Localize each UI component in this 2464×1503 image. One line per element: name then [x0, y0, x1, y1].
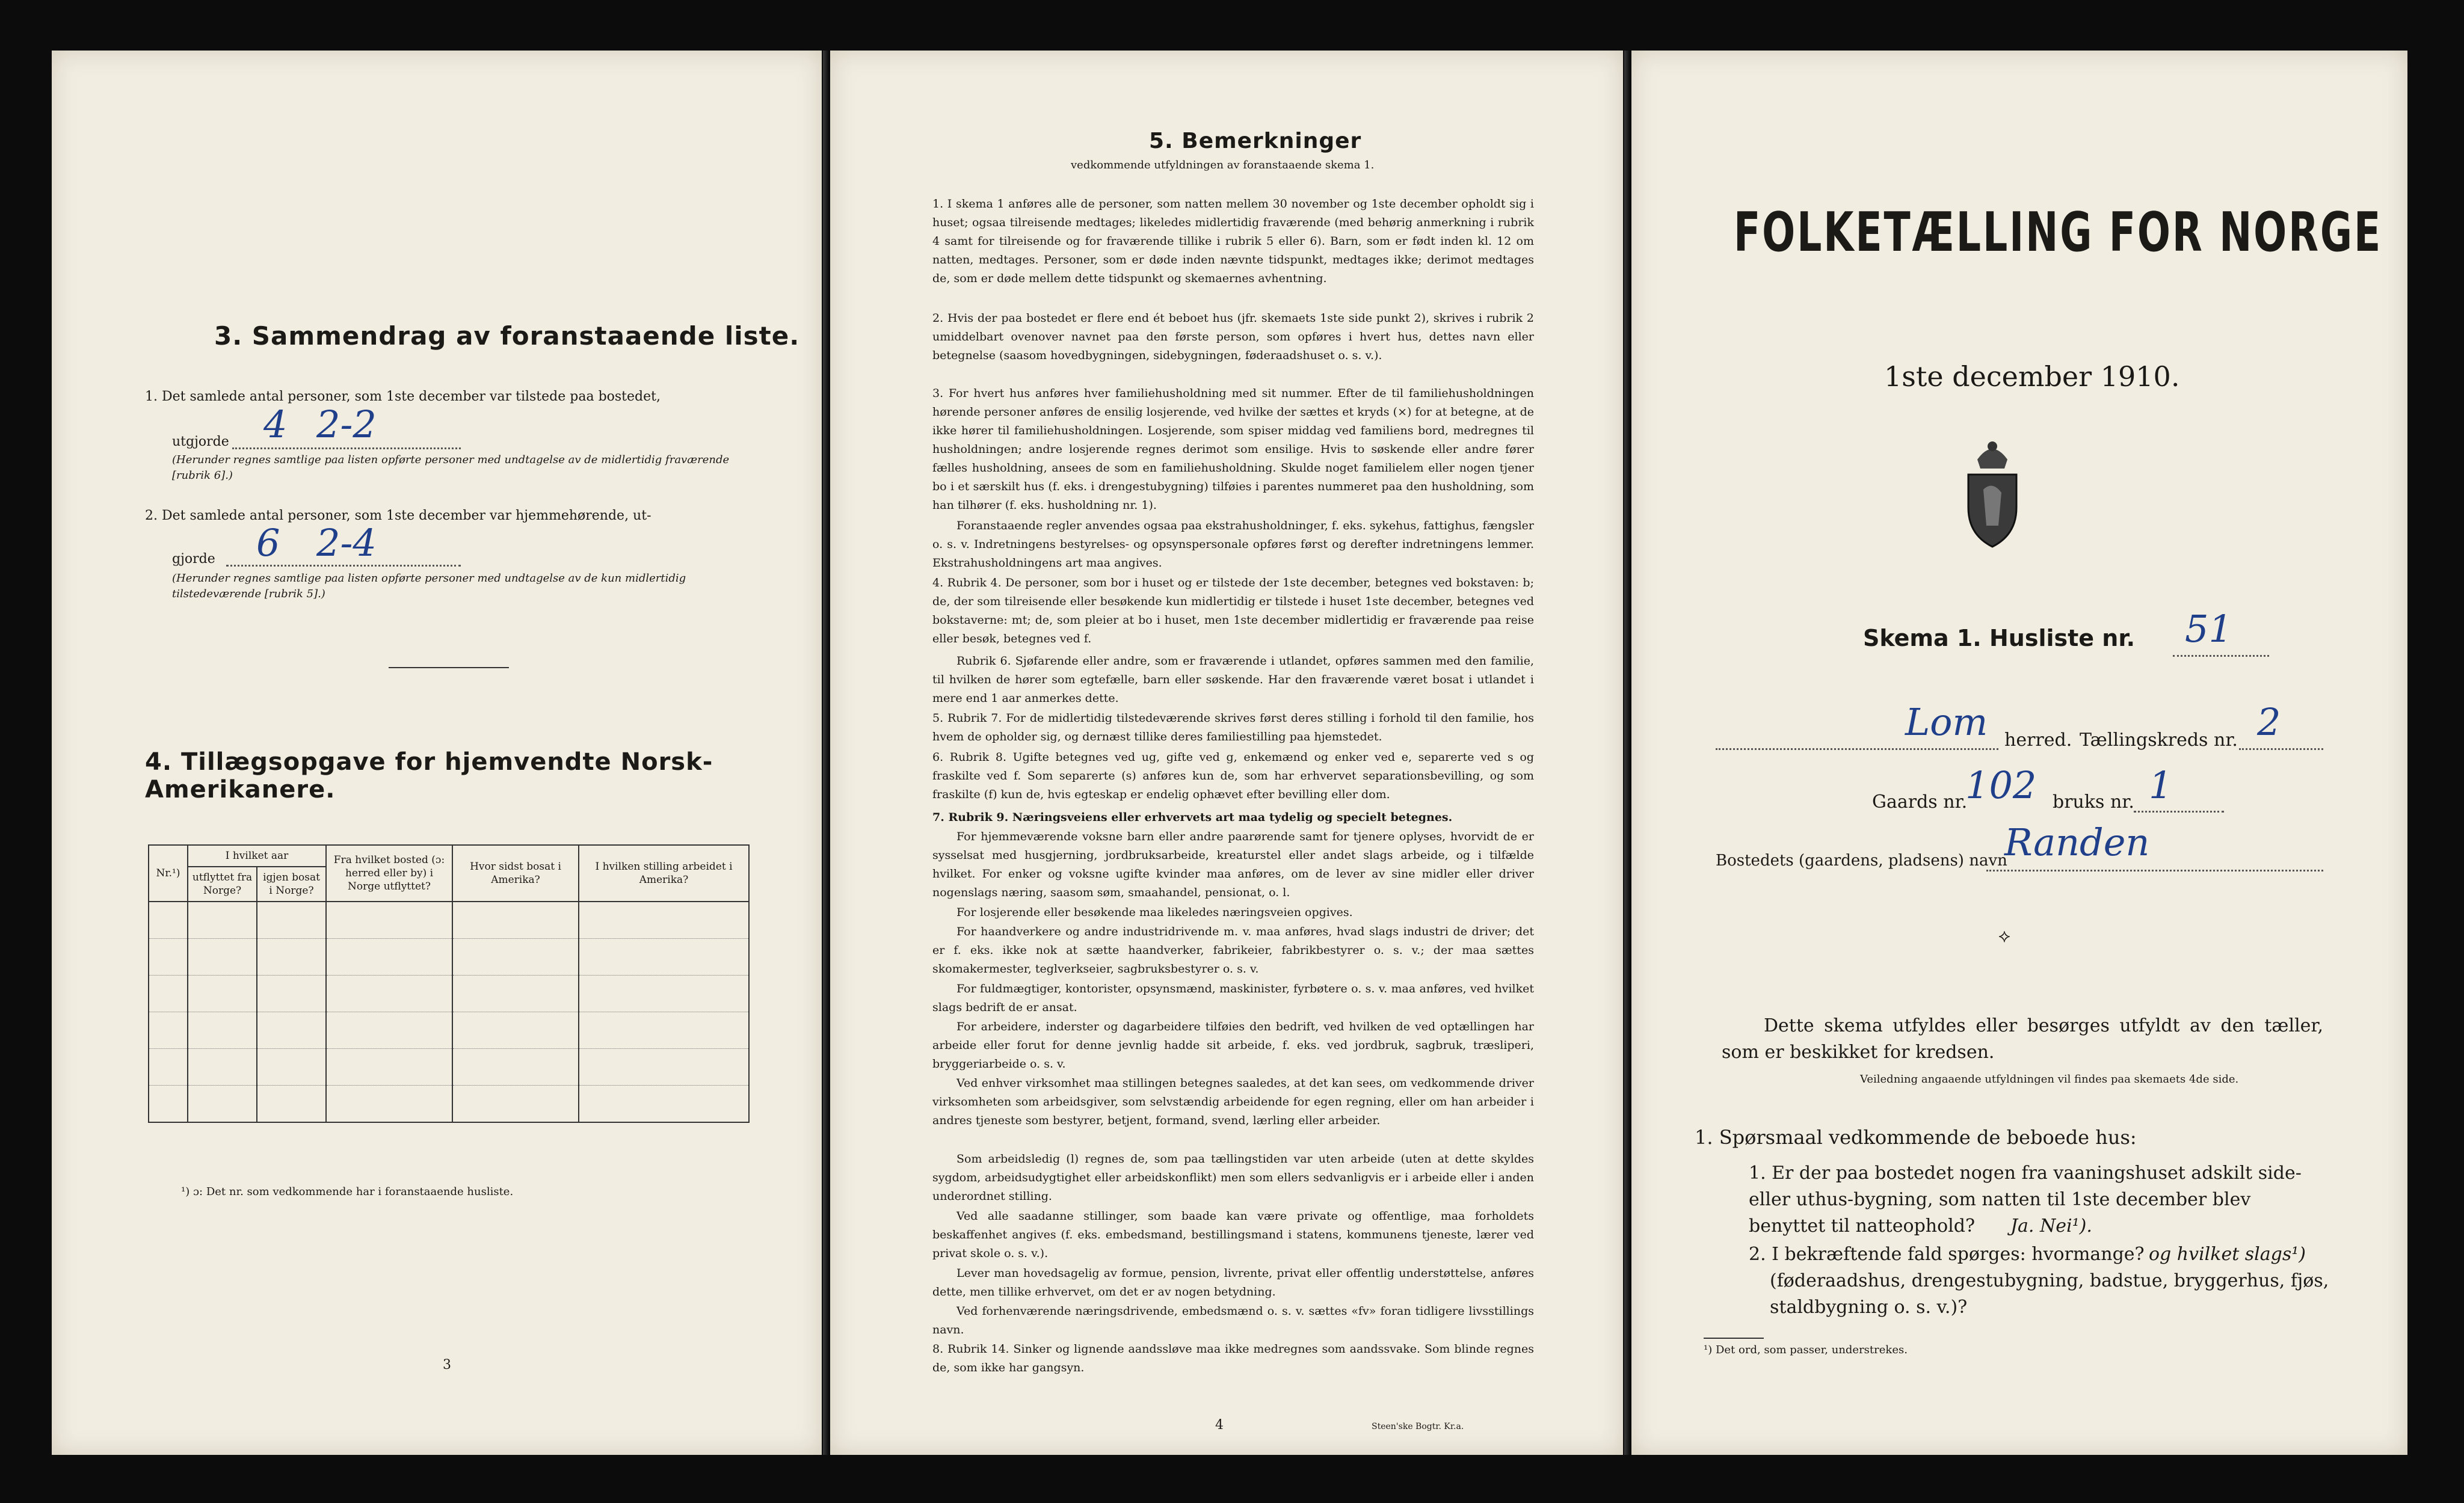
table-row — [149, 1049, 749, 1086]
herred-dotline — [1716, 748, 1998, 750]
remarks-heading: 5. Bemerkninger — [1149, 129, 1362, 153]
remark-7e: For arbeidere, inderster og dagarbeidere tilføies den bedrift, ved hvilken de ved optællingen har arbeide eller forut for denne jevnlig hadde sit arbeide, f. eks. ved jordbruk, sagbruk, træsliperi, bryggeriarbeide o. s. v. — [932, 1020, 1534, 1071]
item1-note: (Herunder regnes samtlige paa listen opførte personer med undtagelse av de midlertidig fraværende [rubrik 6].) — [172, 453, 730, 482]
page-right — [1631, 51, 2407, 1455]
husliste-nr-handwritten: 51 — [2185, 607, 2232, 651]
printer-credit: Steen'ske Bogtr. Kr.a. — [1372, 1422, 1464, 1431]
remark-2: 2. Hvis der paa bostedet er flere end ét beboet hus (jfr. skemaets 1ste side punkt 2), skrives i rubrik 2 umiddelbart ovenover navnet paa den første person, som opføres i hvert hus, dettes navn eller betegnelse (saasom hovedbygningen, sidebygningen, føderaadshuset o. s. v.). — [932, 312, 1534, 362]
remark-6: 6. Rubrik 8. Ugifte betegnes ved ug, gifte ved g, enkemænd og enker ved e, separerte ved s og fraskilte ved f. Som separerte (s) anføres kun de, som har erhvervet separationsbevilling, og som fraskilte (f) kun de, hvis egteskap er endelig ophævet efter bevilling eller dom. — [932, 751, 1534, 801]
fold-right — [1624, 51, 1630, 1455]
herred-handwritten: Lom — [1905, 700, 1988, 744]
question-2a: 2. I bekræftende fald spørges: hvormange? — [1749, 1244, 2145, 1265]
item2-dotline — [226, 565, 461, 567]
item2-note: (Herunder regnes samtlige paa listen opførte personer med undtagelse av de kun midlertidig tilstedeværende [rubrik 5].) — [172, 572, 686, 600]
husliste-dotline — [2173, 655, 2269, 657]
col-nr: Nr.¹) — [149, 845, 188, 902]
coat-of-arms-icon — [1959, 435, 2025, 550]
item1-prefix: utgjorde — [172, 434, 229, 449]
question-2c: (føderaadshus, drengestubygning, badstue, bryggerhus, fjøs, staldbygning o. s. v.)? — [1770, 1270, 2329, 1318]
remark-3: 3. For hvert hus anføres hver familiehusholdning med sit nummer. Efter de til familiehusholdningen hørende personer anføres de ensilig losjerende, ved hvilke der sættes et kryds (×) for at betegne, at de ikke hører til familiehusholdningen. Losjerende, som spiser middag ved familiens bord, medregnes til husholdningen; andre losjerende regnes derimot som ensilige. Hvis to søskende eller andre fører fælles husholdning, ansees de som en familiehusholdning. Skulde noget familielem eller nogen tjener bo i et særskilt hus (f. eks. i drengestubygning) tilføies i parentes nummeret paa den husholdning, som han tilhører (f. eks. husholdning nr. 1). — [932, 387, 1534, 512]
remark-4: 4. Rubrik 4. De personer, som bor i huset og er tilstede der 1ste december, betegnes ved bokstaven: b; de, der som tilreisende eller besøkende kun midlertidig er tilstede i huset 1ste december, betegnes ved bokstaverne: mt; de, som pleier at bo i huset, men 1ste december midlertidig er fraværende paa reise eller besøk, betegnes ved f. — [932, 576, 1534, 645]
guidance-text: Veiledning angaaende utfyldningen vil findes paa skemaets 4de side. — [1860, 1073, 2239, 1086]
item2-total-handwritten: 6 — [256, 521, 280, 565]
bruks-handwritten: 1 — [2149, 763, 2173, 807]
remark-7f: Ved enhver virksomhet maa stillingen betegnes saaledes, at det kan sees, om vedkommende driver virksomheten som arbeidsgiver, som selvstændig arbeidende for egen regning, eller om han arbeider i andres tjeneste som bestyrer, betjent, formand, svend, lærling eller arbeider. — [932, 1077, 1534, 1127]
kreds-dotline — [2239, 748, 2323, 750]
kreds-label: Tællingskreds nr. — [2080, 730, 2238, 751]
table-row — [149, 939, 749, 976]
item2-split-handwritten: 2-4 — [316, 521, 377, 565]
remark-7b: For losjerende eller besøkende maa likeledes næringsveien opgives. — [956, 906, 1353, 919]
question-2b: og hvilket slags¹) — [2149, 1244, 2306, 1265]
bruks-label: bruks nr. — [2053, 791, 2134, 813]
question-1: 1. Er der paa bostedet nogen fra vaaningshuset adskilt side- eller uthus-bygning, som natten til 1ste december blev benyttet til natteophold? — [1749, 1163, 2302, 1237]
remarks-subheading: vedkommende utfyldningen av foranstaaende skema 1. — [1071, 159, 1375, 171]
bosted-handwritten: Randen — [2004, 820, 2150, 864]
page-left — [52, 51, 822, 1455]
page-middle — [830, 51, 1623, 1455]
item1-split-handwritten: 2-2 — [316, 402, 377, 446]
intro-text: Dette skema utfyldes eller besørges utfyldt av den tæller, som er beskikket for kredsen. — [1722, 1015, 2323, 1063]
ornament-icon: ⟡ — [1998, 926, 2010, 947]
table-row — [149, 976, 749, 1012]
section4-heading: 4. Tillægsopgave for hjemvendte Norsk-Amerikanere. — [145, 748, 713, 804]
remark-7: 7. Rubrik 9. Næringsveiens eller erhvervets art maa tydelig og specielt betegnes. — [932, 811, 1453, 824]
table-row — [149, 1086, 749, 1123]
col-utflyttet: utflyttet fra Norge? — [188, 867, 257, 902]
gaards-label: Gaards nr. — [1872, 791, 1968, 813]
remark-7g: Som arbeidsledig (l) regnes de, som paa tællingstiden var uten arbeide (uten at dette skyldes sygdom, arbeidsudygtighet eller arbeidskonflikt) men som ellers sedvanligvis er i arbeide eller i anden underordnet stilling. — [932, 1152, 1534, 1203]
bosted-dotline — [1986, 870, 2323, 871]
bruks-dotline — [2134, 811, 2224, 813]
remark-7j: Ved forhenværende næringsdrivende, embedsmænd o. s. v. sættes «fv» foran tidligere livsstillings navn. — [932, 1305, 1534, 1336]
remark-5: 5. Rubrik 7. For de midlertidig tilstedeværende skrives først deres stilling i forhold til den familie, hos hvem de opholder sig, og dernæst tillike deres familiestilling paa hjemstedet. — [932, 712, 1534, 743]
questions-heading: 1. Spørsmaal vedkommende de beboede hus: — [1695, 1126, 2137, 1149]
page-number-middle: 4 — [1215, 1418, 1224, 1433]
item2-text: 2. Det samlede antal personer, som 1ste december var hjemmehørende, ut- — [145, 508, 651, 523]
item1-dotline — [232, 447, 461, 449]
main-title: FOLKETÆLLING FOR NORGE — [1734, 201, 2383, 264]
remark-4-rubrik6: Rubrik 6. Sjøfarende eller andre, som er fraværende i utlandet, opføres sammen med den familie, til hvilken de hører som egtefælle, barn eller søskende. Har den fraværende været bosat i utlandet i mere end 1 aar anmerkes dette. — [932, 654, 1534, 705]
page-number-left: 3 — [443, 1357, 451, 1372]
item1-total-handwritten: 4 — [263, 402, 288, 446]
col-igjen-bosat: igjen bosat i Norge? — [257, 867, 326, 902]
item1-text: 1. Det samlede antal personer, som 1ste december var tilstede paa bostedet, — [145, 389, 661, 404]
col-stilling: I hvilken stilling arbeidet i Amerika? — [579, 845, 749, 902]
schema-label: Skema 1. Husliste nr. — [1863, 625, 2136, 651]
remark-3-extra: Foranstaaende regler anvendes ogsaa paa ekstrahusholdninger, f. eks. sykehus, fattighus, fængsler o. s. v. Indretningens bestyrelses- og opsynspersonale opføres først og derefter indretningens lemmer. Ekstrahusholdningens art maa angives. — [932, 519, 1534, 570]
table-row — [149, 902, 749, 939]
remark-7a: For hjemmeværende voksne barn eller andre paarørende samt for tjenere oplyses, hvorvidt de er sysselsat med husgjerning, jordbruksarbeide, kreaturstel eller andet slags arbeide, og i tilfælde hvilket. For enker og voksne ugifte kvinder maa anføres, om de lever av sine midler eller driver nogenslags næring, saasom søm, smaahandel, pensionat, o. l. — [932, 830, 1534, 899]
right-footnote: ¹) Det ord, som passer, understrekes. — [1704, 1344, 1908, 1356]
remark-7c: For haandverkere og andre industridrivende m. v. maa anføres, hvad slags industri de driver; det er f. eks. ikke nok at sætte haandverker, fabrikeier, fabrikbestyrer o. s. v.; der maa sættes skomakermester, teglverkseier, sagbruksbestyrer o. s. v. — [932, 925, 1534, 976]
col-year-group: I hvilket aar — [188, 845, 326, 867]
herred-label: herred. — [2004, 730, 2072, 751]
norsk-amerikanere-table — [148, 844, 750, 1123]
remark-8: 8. Rubrik 14. Sinker og lignende aandssløve maa ikke medregnes som aandssvake. Som blinde regnes de, som ikke har gangsyn. — [932, 1342, 1534, 1374]
col-sidst-bosat: Hvor sidst bosat i Amerika? — [452, 845, 579, 902]
table-footnote: ¹) ɔ: Det nr. som vedkommende har i foranstaaende husliste. — [181, 1185, 514, 1198]
question-1-options: Ja. Nei¹). — [2010, 1216, 2092, 1237]
remark-7i: Lever man hovedsagelig av formue, pension, livrente, privat eller offentlig understøttelse, anføres dette, men tillike erhvervet, om det er av nogen betydning. — [932, 1267, 1534, 1299]
section3-heading: 3. Sammendrag av foranstaaende liste. — [214, 321, 800, 351]
census-date: 1ste december 1910. — [1884, 360, 2180, 393]
kreds-handwritten: 2 — [2257, 700, 2281, 744]
table-row — [149, 1012, 749, 1049]
remark-1: 1. I skema 1 anføres alle de personer, som natten mellem 30 november og 1ste december opholdt sig i huset; ogsaa tilreisende medtages; likeledes midlertidig fraværende (med behørig anmerkning i rubrik 4 samt for tilreisende og for fraværende tillike i rubrik 5 eller 6). Barn, som er født inden kl. 12 om natten, medtages. Personer, som er døde inden nævnte tidspunkt, medtages ikke; derimot medtages de, som er døde mellem dette tidspunkt og skemaernes avhentning. — [932, 197, 1534, 285]
footnote-rule — [1704, 1338, 1764, 1339]
item2-prefix: gjorde — [172, 552, 215, 567]
col-fra-bosted: Fra hvilket bosted (ɔ: herred eller by) i Norge utflyttet? — [326, 845, 452, 902]
remark-7d: For fuldmægtiger, kontorister, opsynsmænd, maskinister, fyrbøtere o. s. v. maa anføres, ved hvilket slags bedrift de er ansat. — [932, 982, 1534, 1014]
gaards-handwritten: 102 — [1965, 763, 2037, 807]
bosted-label: Bostedets (gaardens, pladsens) navn — [1716, 852, 2007, 870]
remark-7h: Ved alle saadanne stillinger, som baade kan være private og offentlige, maa forholdets beskaffenhet angives (f. eks. embedsmand, bestillingsmand i statens, kommunens tjeneste, lærer ved privat skole o. s. v.). — [932, 1209, 1534, 1260]
fold-left — [823, 51, 829, 1455]
section-divider — [389, 667, 509, 668]
